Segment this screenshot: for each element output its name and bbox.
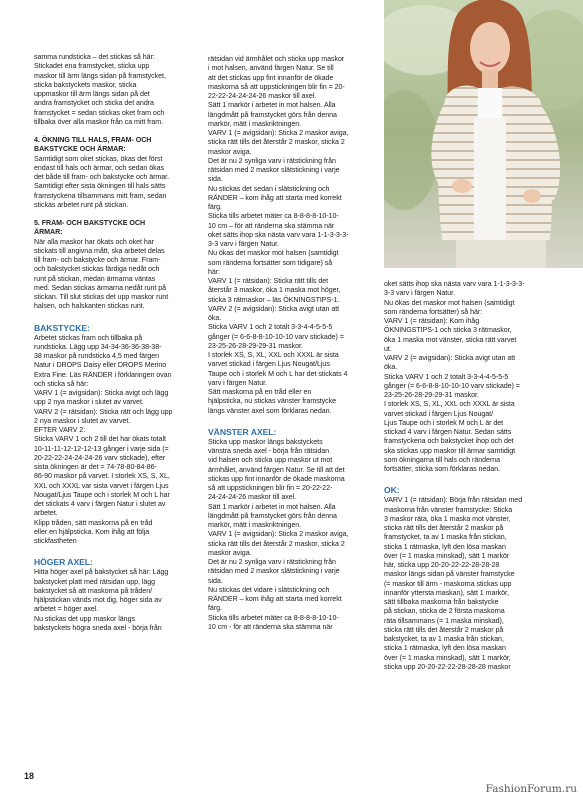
text-column-3 [384, 280, 552, 672]
paragraph: VARV 1 (= rätsidan): Börja från rätsidan med maskorna från vänster framstycke: Sticka 3 maskor räta, öka 1 maska mot vänster, sticka rätt tills det återstår 2 maskor på framstycket, ta av 1 maska från stickan, sticka 1 rätmaska, lyft den lösa maskan över (= 1 maska minskad), sätt 1 markör här, sticka upp 20-20-22-22-28-28-28 maskor längs sidan på vänster framstycke (= maskor till ärm - maskorna stickas upp innanför yttersta maskan), sätt 1 markör, sätt tillbaka maskorna från bakstycke på stickan, sticka de 2 första maskorna räta tillsammans (= 1 maska minskad), sticka rätt tills det återstår 2 maskor på bakstycket, ta av 1 maska från stickan, sticka 1 rätmaska, lyft den lösa maskan över (= 1 maska minskad), sätt 1 markör, sticka upp 20-20-22-22-28-28-28 maskor [384, 496, 523, 671]
paragraph: Hitta höger axel på bakstycket så här: Lägg bakstycket platt med rätsidan upp, lägg bakstycket så att maskorna på tråden/ hjälpstickan vänds mot dig, höger sida av arbetet = höger axel. Nu stickas det upp maskor längs bakstyckets högra sneda axel - börja från [34, 568, 169, 632]
photo-illustration [384, 0, 583, 268]
model-photo [384, 0, 583, 268]
section-heading: VÄNSTER AXEL: [208, 426, 277, 437]
watermark: FashionForum.ru [485, 783, 577, 795]
paragraph: Sticka upp maskor längs bakstyckets vänstra sneda axel - börja från rätsidan vid halsen och sticka upp maskor ut mot ärmhålet, använd färgen Natur. Se till att det stickas upp fint innanför de ökade maskorna så att uppstickningen blir fin = 20-22-22- 24-24-24-26 maskor till axel. Sätt 1 markör i arbetet in mot halsen. Alla längdmått på framstycket görs från denna markör, mätt i maskriktningen. VARV 1 (= avigsidan): Sticka 2 maskor aviga, sticka rätt tills det återstår 2 maskor, sticka 2 maskor aviga. Det är nu 2 synliga varv i rätstickning från rätsidan med 2 maskor slätstickning i varje sida. Nu stickas det vidare i slätstickning och RÄNDER – kom ihåg att starta med korrekt färg. Sticka tills arbetet mäter ca 8-8-8-8-10-10- 10 cm - för att ränderna ska stämma när [208, 437, 349, 631]
paragraph: rätsidan vid ärmhålet och sticka upp maskor i mot halsen, använd färgen Natur. Se till att det stickas upp fint innanför de ökade maskorna så att uppstickningen blir fin = 20- 22-22-24-24-24-26 maskor till axel. Sätt 1 markör i arbetet in mot halsen. Alla längdmått på framstycket görs från denna markör, mätt i maskriktningen. VARV 1 (= avigsidan): Sticka 2 maskor aviga, sticka rätt tills det återstår 2 maskor, sticka 2 maskor aviga. Det är nu 2 synliga varv i rätstickning från rätsidan med 2 maskor slätstickning i varje sida. Nu stickas det sedan i slätstickning och RÄNDER – kom ihåg att starta med korrekt färg. Sticka tills arbetet mäter ca 8-8-8-8-10-10- 10 cm – för att ränderna ska stämma när oket sätts ihop ska nästa varv vara 1-1-3-3-3- 3-3 varv i färgen Natur. Nu ökas det maskor mot halsen (samtidigt som ränderna fortsätter som tidigare) så här: VARV 1 (= rätsidan): Sticka rätt tills det återstår 3 maskor, öka 1 maska mot höger, sticka 3 rätmaskor – läs ÖKNINGSTIPS-1. VARV 2 (= avigsidan): Sticka avigt utan att öka. Sticka VARV 1 och 2 totalt 3-3-4-4-5-5-5 gånger (= 6-6-8-8-10-10-10 varv stickade) = 23-25-26-28-29-29-31 maskor. I storlek XS, S, XL, XXL och XXXL är sista varvet stickad i färgen Ljus Nougat/Ljus Taupe och i storlek M och L har det stickats 4 varv i färgen Natur. Sätt maskorna på en tråd eller en hjälpsticka, nu stickas vänster framstycke längs vänster axel som förklaras nedan. [208, 55, 349, 415]
section-heading: BAKSTYCKE: [34, 322, 90, 333]
text-column-1 [34, 53, 202, 633]
paragraph: Arbetet stickas fram och tillbaka på rundsticka. Lägg upp 34-34-36-36-38-38- 38 maskor på rundsticka 4,5 med färgen Natur i DROPS Daisy eller DROPS Merino Extra Fine. Läs RÄNDER i förklaringen ovan och sticka så här: VARV 1 (= avigsidan): Sticka avigt och lägg upp 2 nya maskor i slutet av varvet. VARV 2 (= rätsidan): Sticka rätt och lägg upp 2 nya maskor i slutet av varvet. EFTER VARV 2: Sticka VARV 1 och 2 till det har ökats totalt 10-11-11-12-12-12-13 gånger i varje sida (= 20-22-22-24-24-24-26 varv stickade), efter sista ökningen är det = 74-78-80-84-86- 86-90 maskor på varvet. I storlek XS, S, XL, XXL och XXXL var sista varvet i färgen Ljus Nougat/Ljus Taupe och i storlek M och L har det stickats 4 varv i färgen Natur i slutet av arbetet. Klipp tråden, sätt maskorna på en tråd eller en hjälpsticka. Kom ihåg att följa stickfastheten [34, 333, 173, 545]
paragraph: oket sätts ihop ska nästa varv vara 1-1-3-3-3- 3-3 varv i färgen Natur. Nu ökas det maskor mot halsen (samtidigt som ränderna fortsätter) så här: VARV 1 (= rätsidan): Kom ihåg ÖKNINGSTIPS-1 och sticka 3 rätmaskor, öka 1 maska mot vänster, sticka rätt varvet ut. VARV 2 (= avigsidan): Sticka avigt utan att öka. Sticka VARV 1 och 2 totalt 3-3-4-4-5-5-5 gånger (= 6-6-8-8-10-10-10 varv stickade) = 23-25-26-28-29-29-31 maskor. I storlek XS, S, XL, XXL och XXXL är sista varvet stickad i färgen Ljus Nougat/ Ljus Taupe och i storlek M och L är det stickad 4 varv i färgen Natur. Sedan sätts framstyckena och bakstycket ihop och det ska stickas upp maskor till ärmar samtidigt som ökningarna till hals och ränderna fortsätter, sticka som förklaras nedan. [384, 280, 525, 473]
page-number: 18 [24, 771, 35, 781]
paragraph: När alla maskor har ökats och oket har stickats till angivna mått, ska arbetet delas till fram- och bakstycke och ärmar. Fram- och bakstycket stickas färdiga nedåt och runt på stickan, medan ärmarna väntas med. Sedan stickas ärmarna nedåt runt på stickan. Till slut stickas det upp maskor runt halsen, och halskanten stickas runt. [34, 237, 169, 311]
section-heading: HÖGER AXEL: [34, 557, 93, 568]
paragraph: Samtidigt som oket stickas, ökas det först endast till hals och ärmar, och sedan ökas det både till fram- och bakstycke och ärmar. Samtidigt efter sista ökningen till hals sätts framstyckena tillsammans mitt fram, sedan stickas arbetet runt på stickan. [34, 154, 170, 209]
text-column-2 [208, 55, 378, 632]
section-heading: OK: [384, 485, 400, 496]
paragraph: samma rundsticka – det stickas så här: Stickadet ena framstycket, sticka upp maskor till ärm längs sidan på framstycket, sticka bakstyckets maskor, sticka uppmaskor till ärm längs sidan på det andra framstycket och sticka det andra framstycket = sedan stickas oket fram och tillbaka över alla maskor från ca mitt fram. [34, 53, 166, 126]
section-heading: 4. ÖKNING TILL HALS, FRAM- OCH BAKSTYCKE OCH ÄRMAR: [34, 136, 152, 154]
section-heading: 5. FRAM- OCH BAKSTYCKE OCH ÄRMAR: [34, 219, 146, 237]
